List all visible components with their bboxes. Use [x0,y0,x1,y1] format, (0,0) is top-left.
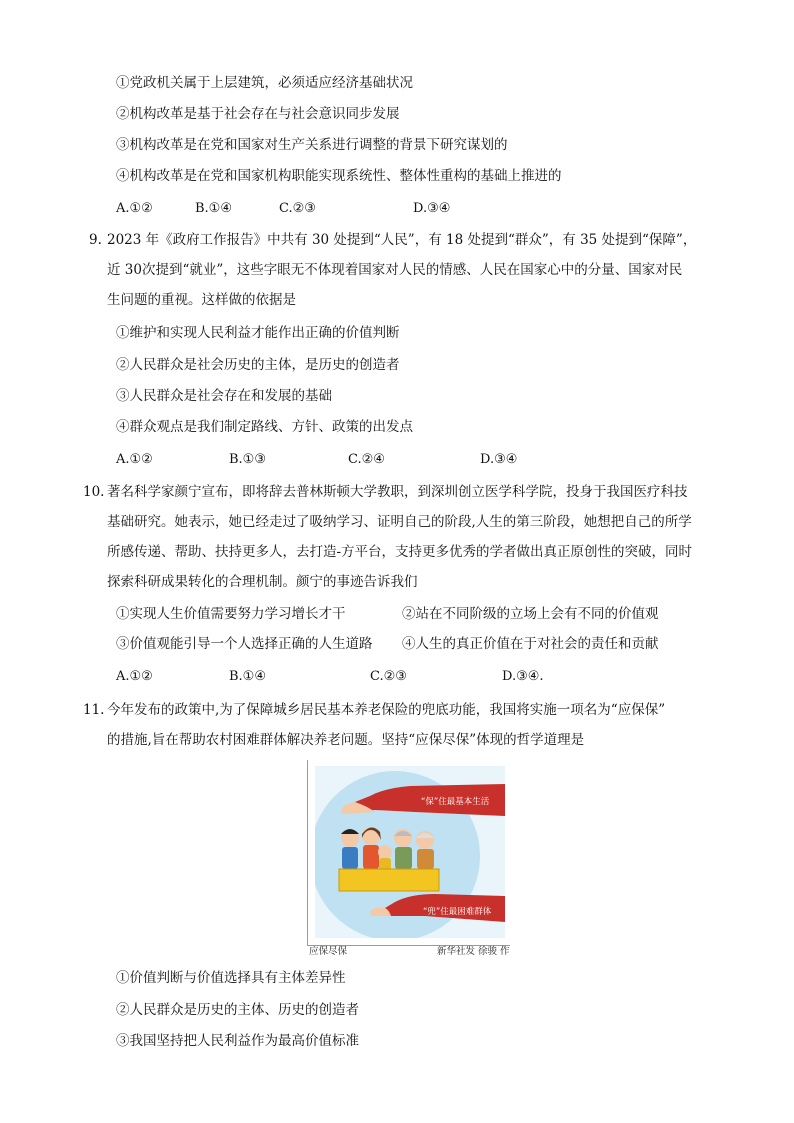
q8-option-1: ①党政机关属于上层建筑，必须适应经济基础状况 [116,75,413,91]
q8-choice-a[interactable]: A.①② [116,201,153,216]
q10-stem-line-3: 所感传递、帮助、扶持更多人，去打造-方平台，支持更多优秀的学者做出真正原创性的突破，同时 [107,544,693,560]
banner-top-text: “保”住最基本生活 [421,797,490,807]
q10-choice-a[interactable]: A.①② [116,669,153,684]
q10-option-2: ②站在不同阶级的立场上会有不同的价值观 [402,606,659,622]
cartoon-illustration [315,766,505,938]
q9-choice-a[interactable]: A.①② [116,452,153,467]
q8-option-3: ③机构改革是在党和国家对生产关系进行调整的背景下研究谋划的 [116,137,508,153]
q9-stem-line-2: 近 30次提到“就业”，这些字眼无不体现着国家对人民的情感、人民在国家心中的分量、国家对民 [107,262,683,278]
banner-bottom-text: “兜”住最困难群体 [423,907,492,917]
q10-choice-d[interactable]: D.③④. [502,669,544,684]
q8-choice-b[interactable]: B.①④ [195,201,232,216]
q10-stem-line-1: 著名科学家颜宁宣布，即将辞去普林斯顿大学教职，到深圳创立医学科学院，投身于我国医疗科技 [107,484,688,500]
q11-stem-line-1: 今年发布的政策中,为了保障城乡居民基本养老保险的兜底功能，我国将实施一项名为“应保保” [107,702,666,718]
q9-option-1: ①维护和实现人民利益才能作出正确的价值判断 [116,325,400,341]
q9-option-4: ④群众观点是我们制定路线、方针、政策的出发点 [116,419,413,435]
q8-option-4: ④机构改革是在党和国家机构职能实现系统性、整体性重构的基础上推进的 [116,168,562,184]
q9-option-2: ②人民群众是社会历史的主体，是历史的创造者 [116,357,400,373]
q8-choice-d[interactable]: D.③④ [413,201,451,216]
cartoon-figure [307,760,513,958]
q10-option-3: ③价值观能引导一个人选择正确的人生道路 [116,636,373,652]
q9-stem-line-3: 生问题的重视。这样做的依据是 [107,292,296,308]
q11-number: 11. [83,702,105,718]
q9-stem-line-1: 2023 年《政府工作报告》中共有 30 处提到“人民”，有 18 处提到“群众”，有 35 处提到“保障”， [107,232,697,248]
q11-option-3: ③我国坚持把人民利益作为最高价值标准 [116,1033,359,1049]
q10-option-1: ①实现人生价值需要努力学习增长才干 [116,606,346,622]
q11-option-1: ①价值判断与价值选择具有主体差异性 [116,970,346,986]
q11-stem-line-2: 的措施,旨在帮助农村困难群体解决养老问题。坚持“应保尽保”体现的哲学道理是 [107,732,585,748]
q8-choice-c[interactable]: C.②③ [279,201,316,216]
q9-choice-d[interactable]: D.③④ [480,452,518,467]
q10-choice-c[interactable]: C.②③ [370,669,407,684]
q9-choice-c[interactable]: C.②④ [348,452,385,467]
figure-caption-title: 应保尽保 [309,946,348,957]
q9-choice-b[interactable]: B.①③ [229,452,266,467]
q10-number: 10. [83,484,105,500]
q10-stem-line-2: 基础研究。她表示，她已经走过了吸纳学习、证明自己的阶段,人生的第三阶段，她想把自己的所学 [107,514,692,530]
q9-number: 9. [89,232,102,248]
q10-stem-line-4: 探索科研成果转化的合理机制。颜宁的事迹告诉我们 [107,574,418,590]
q9-option-3: ③人民群众是社会存在和发展的基础 [116,388,332,404]
figure-caption-credit: 新华社发 徐骏 作 [437,946,510,957]
q11-option-2: ②人民群众是历史的主体、历史的创造者 [116,1002,359,1018]
q8-option-2: ②机构改革是基于社会存在与社会意识同步发展 [116,106,400,122]
q10-option-4: ④人生的真正价值在于对社会的责任和贡献 [402,636,659,652]
q10-choice-b[interactable]: B.①④ [229,669,266,684]
